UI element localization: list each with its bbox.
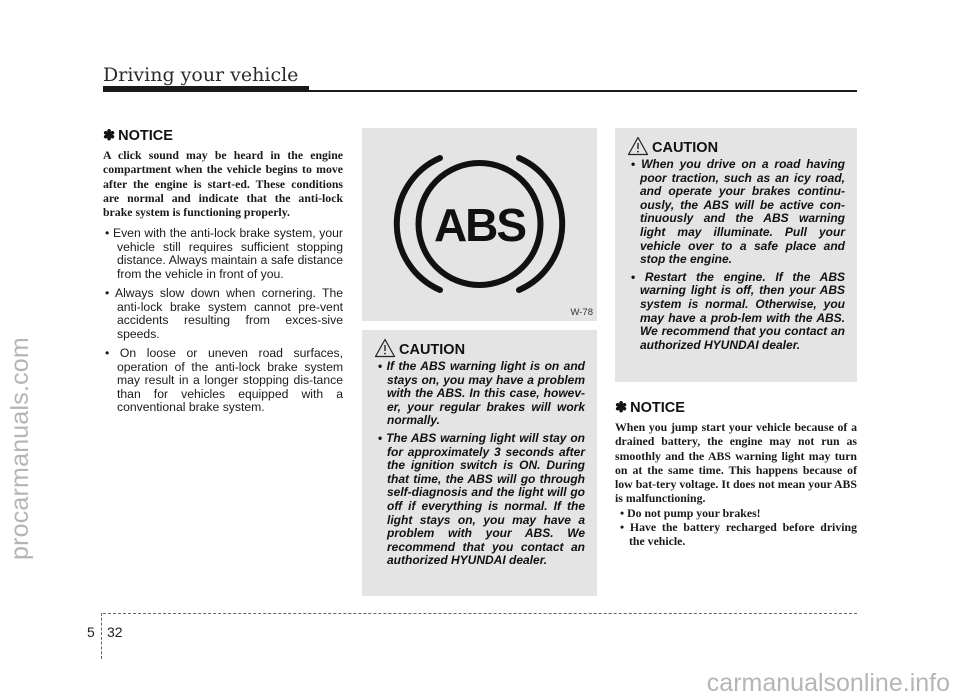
footer-page-divider	[101, 613, 102, 659]
page-number: 32	[107, 624, 123, 640]
list-item: • Always slow down when cornering. The anti-lock brake system cannot pre-vent accidents resulting from exces-sive speeds.	[103, 287, 343, 341]
cross-star-icon: ✽	[615, 400, 628, 416]
chapter-number: 5	[87, 624, 95, 640]
caution-bullet-list	[374, 360, 585, 568]
notice-bullet-list	[615, 506, 857, 549]
list-item: • The ABS warning light will stay on for approximately 3 seconds after the ignition switch is ON. During that time, the ABS will go through self-diagnosis and the light will go off if everything is normal. If the light stays on, you may have a problem with your ABS. We recommend that you contact an authorized HYUNDAI dealer.	[374, 432, 585, 568]
header-rule-thin	[103, 90, 857, 92]
cross-star-icon: ✽	[103, 128, 116, 144]
footer-divider	[103, 613, 857, 614]
list-item: • Do not pump your brakes!	[615, 506, 857, 520]
list-item: • On loose or uneven road surfaces, operation of the anti-lock brake system may result in a longer stopping dis-tance than for vehicles equipped with a conventional brake system.	[103, 347, 343, 415]
caution-title: CAUTION	[399, 342, 466, 358]
warning-triangle-icon	[627, 136, 649, 156]
abs-warning-icon	[362, 128, 597, 321]
figure-label: W-78	[570, 307, 593, 318]
caution-heading	[374, 338, 585, 360]
notice-bullet-list	[103, 227, 343, 415]
notice-abs-click	[103, 128, 343, 421]
bottom-watermark: carmanualsonline.info	[706, 669, 950, 697]
caution-heading	[627, 136, 845, 158]
list-item: • If the ABS warning light is on and stays on, you may have a problem with the ABS. In this case, howev-er, your regular brakes will work normally.	[374, 360, 585, 428]
notice-title: NOTICE	[630, 400, 685, 416]
caution-bullet-list	[627, 158, 845, 352]
list-item: • When you drive on a road having poor traction, such as an icy road, and operate your brakes continu-ously, the ABS will be active con-tinuously and the ABS warning light may illuminate. Pull your vehicle over to a safe place and stop the engine.	[627, 158, 845, 267]
notice-jump-start	[615, 400, 857, 549]
notice-body: When you jump start your vehicle because of a drained battery, the engine may not run as smoothly and the ABS warning light may turn on at the same time. This happens because of low bat-tery voltage. It does not mean your ABS is malfunctioning.	[615, 420, 857, 506]
caution-poor-traction	[615, 128, 857, 382]
notice-heading	[103, 128, 343, 144]
abs-warning-figure	[362, 128, 597, 321]
list-item: • Even with the anti-lock brake system, your vehicle still requires sufficient stopping distance. Always maintain a safe distance from the vehicle in front of you.	[103, 227, 343, 281]
list-item: • Restart the engine. If the ABS warning light is off, then your ABS system is normal. Otherwise, you may have a prob-lem with the ABS. We recommend that you contact an authorized HYUNDAI dealer.	[627, 271, 845, 353]
caution-title: CAUTION	[652, 140, 719, 156]
notice-body: A click sound may be heard in the engine compartment when the vehicle begins to move after the engine is start-ed. These conditions are normal and indicate that the anti-lock brake system is functioning properly.	[103, 148, 343, 220]
notice-title: NOTICE	[118, 128, 173, 144]
notice-heading	[615, 400, 857, 416]
caution-abs-light	[362, 330, 597, 596]
abs-symbol-text: ABS	[433, 199, 526, 251]
warning-triangle-icon	[374, 338, 396, 358]
side-watermark: procarmanuals.com	[6, 337, 34, 560]
section-title: Driving your vehicle	[103, 64, 299, 86]
list-item: • Have the battery recharged before driving the vehicle.	[615, 520, 857, 549]
